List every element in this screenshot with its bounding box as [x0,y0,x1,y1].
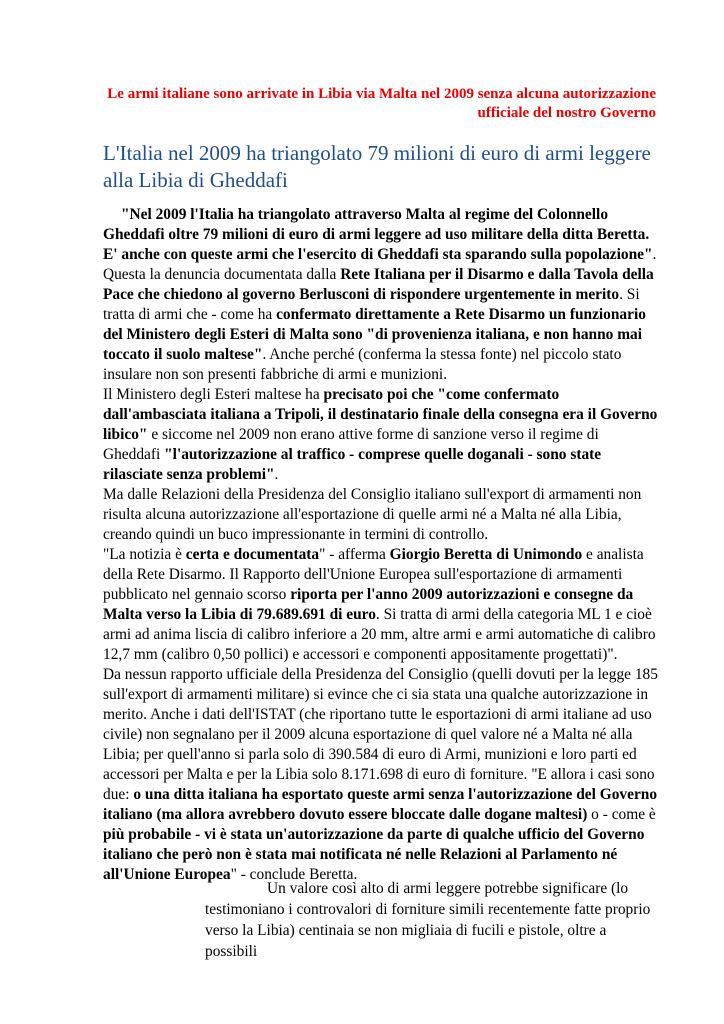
paragraph-5 [103,665,659,885]
p1-bold-2: Rete Italiana per il Disarmo e dalla Tavola della Pace che chiedono al governo Berlusconi di rispondere urgentemente in merito [103,266,654,303]
p5-text-3: " - conclude Beretta. [230,866,358,883]
p4-bold-1: certa e documentata [185,546,320,563]
paragraph-3 [103,485,659,545]
kicker-subtitle [100,85,656,123]
p5-text-1: Da nessun rapporto ufficiale della Presidenza del Consiglio (quelli dovuti per la legge 185 sull'export di armamenti militare) si evince che ci sia stata una qualche autorizzazione in merito. Anche i dati dell'ISTAT (che riportano tutte le esportazioni di armi italiane ad uso civile) non segnalano per il 2009 alcuna esportazione di quel valore né a Malta né alla Libia; per quell'anno si parla solo di 390.584 di euro di Armi, munizioni e loro parti ed accessori per Malta e per la Libia solo 8.171.698 di euro di forniture. "E allora i casi sono due: [103,666,658,803]
article-headline: L'Italia nel 2009 ha triangolato 79 milioni di euro di armi leggere alla Libia di Gheddafi [103,141,651,192]
p1-text-2: . Si tratta di armi che - come ha [103,286,640,323]
p1-bold-1: "Nel 2009 l'Italia ha triangolato attraverso Malta al regime del Colonnello Gheddafi oltre 79 milioni di euro di armi leggere ad uso militare della ditta Beretta. E' anche con queste armi che l'esercito di Gheddafi sta sparando sulla popolazione" [103,206,653,263]
p4-text-2: " - afferma [319,546,390,563]
p1-bold-3: confermato direttamente a Rete Disarmo un funzionario del Ministero degli Esteri di Malta sono "di provenienza italiana, e non hanno mai toccato il suolo maltese" [103,306,646,363]
closing-paragraph: Un valore così alto di armi leggere potrebbe significare (lo testimoniano i controvalori di forniture simili recentemente fatte proprio verso la Libia) centinaia se non migliaia di fucili e pistole, oltre a possibili [205,880,651,960]
paragraph-1 [103,205,659,385]
p4-bold-2: Giorgio Beretta di Unimondo [389,546,583,563]
p2-text-1: Il Ministero degli Esteri maltese ha [103,386,324,403]
article-body [103,205,659,885]
kicker-line-1: Le armi italiane sono arrivate in Libia via Malta nel 2009 senza alcuna autorizzazione [107,86,656,102]
paragraph-4 [103,545,659,665]
p4-text-1: "La notizia è [103,546,186,563]
p1-text-3: . Anche perché (conferma la stessa fonte) nel piccolo stato insulare non son presenti fabbriche di armi e munizioni. [103,346,622,383]
p3-text-1: Ma dalle Relazioni della Presidenza del Consiglio italiano sull'export di armamenti non risulta alcuna autorizzazione all'esportazione di quelle armi né a Malta né alla Libia, creando quindi un buco impressionante in termini di controllo. [103,486,642,543]
p5-bold-2: più probabile - vi è stata un'autorizzazione da parte di qualche ufficio del Governo italiano che però non è stata mai notificata né nelle Relazioni al Parlamento né all'Unione Europea [103,826,645,883]
p4-text-4: . Si tratta di armi della categoria ML 1 e cioè armi ad anima liscia di calibro inferiore a 20 mm, altre armi e armi automatiche di calibro 12,7 mm (calibro 0,50 pollici) e accessori e componenti appositamente progettati)". [103,606,656,663]
p5-text-2: o - come è [587,806,656,823]
p4-bold-3: riporta per l'anno 2009 autorizzazioni e consegne da Malta verso la Libia di 79.689.691 di euro [103,586,634,623]
p2-bold-2: "l'autorizzazione al traffico - comprese quelle doganali - sono state rilasciate senza problemi" [103,446,602,483]
p1-text-1: . Questa la denuncia documentata dalla [103,246,657,283]
kicker-line-2: ufficiale del nostro Governo [477,105,656,121]
paragraph-2 [103,385,659,485]
p2-text-3: . [274,466,279,483]
p5-bold-1: o una ditta italiana ha esportato queste armi senza l'autorizzazione del Governo italiano (ma allora avrebbero dovuto essere bloccate dalle dogane maltesi) [103,786,658,823]
p2-text-2: e siccome nel 2009 non erano attive forme di sanzione verso il regime di Gheddafi [103,426,599,463]
p2-bold-1: precisato poi che "come confermato dall'ambasciata italiana a Tripoli, il destinatario finale della consegna era il Governo libico" [103,386,658,443]
p4-text-3: e analista della Rete Disarmo. Il Rapporto dell'Unione Europea sull'esportazione di armamenti pubblicato nel gennaio scorso [103,546,644,603]
